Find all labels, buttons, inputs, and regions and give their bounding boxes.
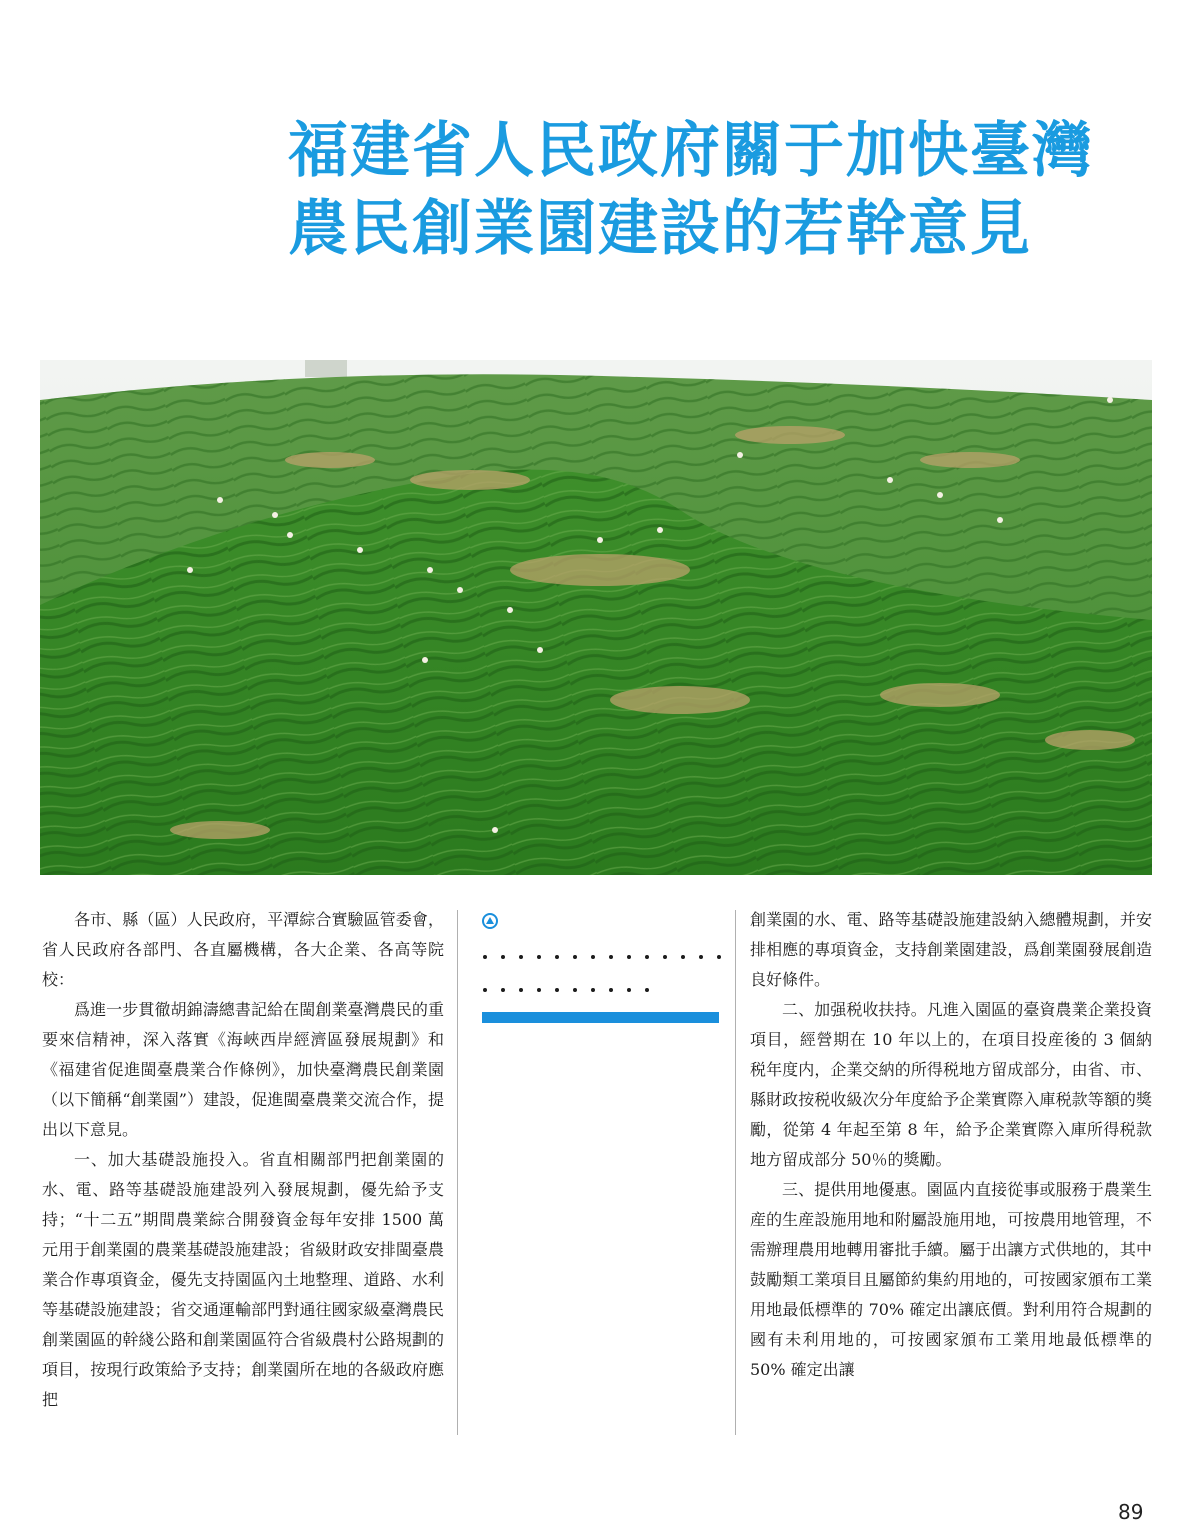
- intro-paragraph: 爲進一步貫徹胡錦濤總書記給在閩創業臺灣農民的重要來信精神，深入落實《海峽西岸經濟區發展規劃》和《福建省促進閩臺農業合作條例》，加快臺灣農民創業園（以下簡稱“創業園”）建設，促進閩臺農業交流合作，提出以下意見。: [42, 1000, 444, 1139]
- body-column-right: [750, 905, 1152, 1385]
- dot-row-1: [483, 955, 721, 959]
- article-title: [288, 112, 1168, 268]
- section-3-paragraph: 三、提供用地優惠。園區内直接從事或服務于農業生産的生産設施用地和附屬設施用地，可按農用地管理，不需辦理農用地轉用審批手續。屬于出讓方式供地的，其中鼓勵類工業項目且屬節約集約用地的，可按國家頒布工業用地最低標準的 70% 確定出讓底價。對利用符合規劃的國有未利用地的，可按國家頒布工業用地最低標準的 50% 確定出讓: [750, 1180, 1152, 1379]
- page-number: 89: [1118, 1500, 1144, 1524]
- section-1-continued-paragraph: 創業園的水、電、路等基礎設施建設納入總體規劃，并安排相應的專項資金，支持創業園建設，爲創業園發展創造良好條件。: [750, 910, 1152, 989]
- column-divider-left: [457, 910, 458, 1435]
- salutation-paragraph: 各市、縣（區）人民政府，平潭綜合實驗區管委會，省人民政府各部門、各直屬機構，各大企業、各高等院校：: [42, 910, 444, 989]
- title-line-1: 福建省人民政府關于加快臺灣: [288, 116, 1094, 186]
- section-1-paragraph: 一、加大基礎設施投入。省直相關部門把創業園的水、電、路等基礎設施建設列入發展規劃，優先給予支持；“十二五”期間農業綜合開發資金每年安排 1500 萬元用于創業園的農業基礎設施建設；省級財政安排閩臺農業合作專項資金，優先支持園區內土地整理、道路、水利等基礎設施建設；省交通運輸部門對通往國家級臺灣農民創業園區的幹綫公路和創業園區符合省級農村公路規劃的項目，按現行政策給予支持；創業園所在地的各級政府應把: [42, 1150, 444, 1409]
- accent-bar: [482, 1012, 719, 1023]
- column-divider-right: [735, 910, 736, 1435]
- tea-plantation-photo: [40, 360, 1152, 875]
- section-2-paragraph: 二、加强税收扶持。凡進入園區的臺資農業企業投資項目，經營期在 10 年以上的，在項目投産後的 3 個納税年度内，企業交納的所得税地方留成部分，由省、市、縣財政按税收級次分年度給予企業實際入庫税款等額的獎勵，從第 4 年起至第 8 年，給予企業實際入庫所得税款地方留成部分 50％的獎勵。: [750, 1000, 1152, 1169]
- body-column-left: [42, 905, 444, 1415]
- dot-row-2: [483, 988, 649, 992]
- title-line-2: 農民創業園建設的若幹意見: [288, 194, 1032, 264]
- triangle-up-icon: [482, 913, 498, 929]
